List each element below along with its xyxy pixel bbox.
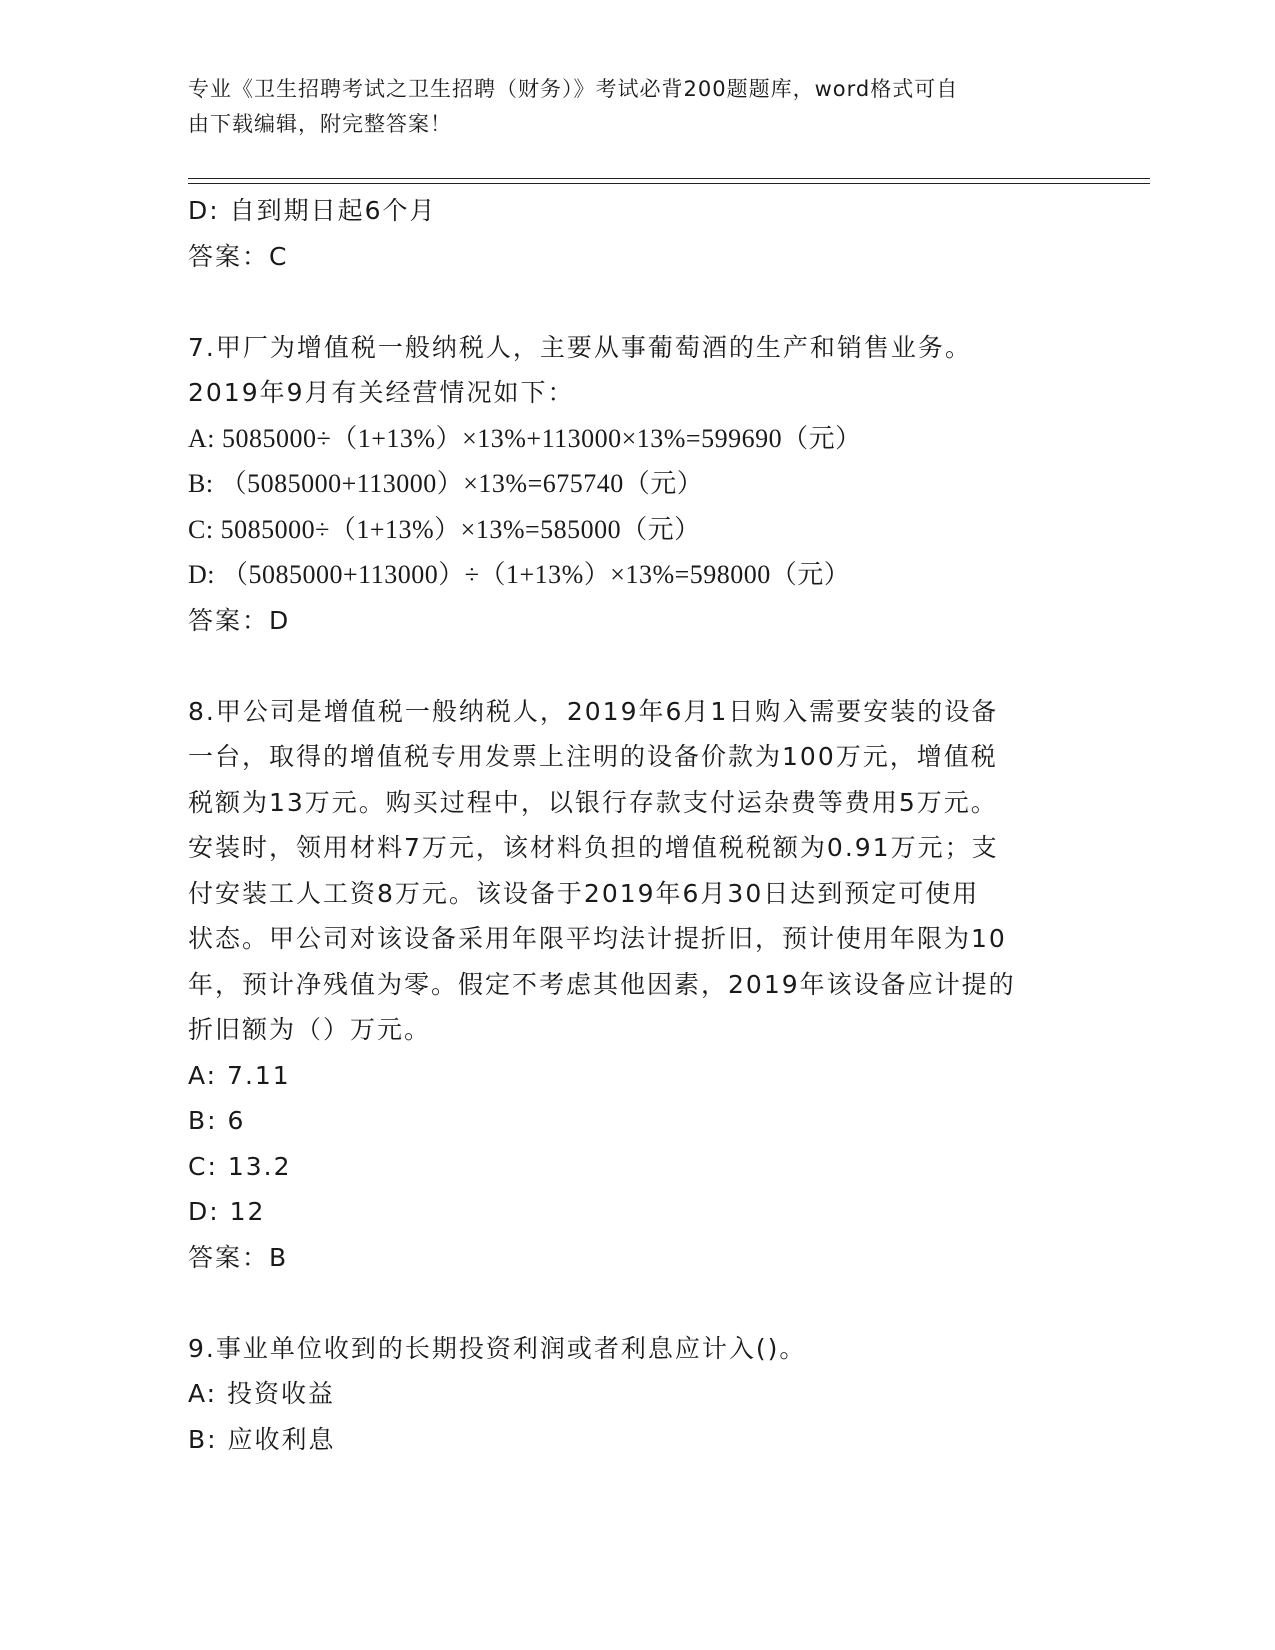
q8-stem-line-6: 状态。甲公司对该设备采用年限平均法计提折旧，预计使用年限为10 (188, 924, 1007, 953)
header-divider-top (188, 178, 1150, 179)
spacer (188, 1280, 1088, 1326)
q8-stem-line-5: 付安装工人工资8万元。该设备于2019年6月30日达到预定可使用 (188, 878, 980, 908)
q8-stem-line-2: 一台，取得的增值税专用发票上注明的设备价款为100万元，增值税 (188, 742, 998, 771)
header-line-1: 专业《卫生招聘考试之卫生招聘（财务）》考试必背200题题库，word格式可自 (188, 77, 959, 101)
spacer (188, 643, 1088, 689)
spacer (188, 279, 1088, 325)
q9-option-a: A: 投资收益 (188, 1379, 336, 1408)
header-divider-bottom (188, 183, 1150, 184)
q9-option-b: B: 应收利息 (188, 1424, 336, 1454)
q7-option-c: C: 5085000÷（1+13%）×13%=585000（元） (188, 514, 701, 544)
q7-answer: 答案：D (188, 605, 291, 635)
q8-answer: 答案：B (188, 1242, 289, 1272)
q6-answer: 答案：C (188, 241, 289, 271)
q8-stem-line-8: 折旧额为（）万元。 (188, 1015, 432, 1044)
q8-stem-line-4: 安装时，领用材料7万元，该材料负担的增值税税额为0.91万元；支 (188, 833, 999, 862)
q7-option-d: D: （5085000+113000）÷（1+13%）×13%=598000（元） (188, 560, 851, 589)
document-header (188, 72, 1068, 142)
q9-stem: 9.事业单位收到的长期投资利润或者利息应计入()。 (188, 1333, 807, 1363)
question-content (188, 188, 1088, 1462)
q8-stem-line-7: 年，预计净残值为零。假定不考虑其他因素，2019年该设备应计提的 (188, 969, 1016, 999)
q8-option-c: C: 13.2 (188, 1151, 292, 1181)
q8-option-a: A: 7.11 (188, 1060, 291, 1090)
q7-option-a: A: 5085000÷（1+13%）×13%+113000×13%=599690（元） (188, 423, 862, 453)
q8-stem-line-3: 税额为13万元。购买过程中，以银行存款支付运杂费等费用5万元。 (188, 787, 998, 817)
q8-option-b: B: 6 (188, 1106, 246, 1135)
q8-stem-line-1: 8.甲公司是增值税一般纳税人，2019年6月1日购入需要安装的设备 (188, 696, 999, 726)
q7-option-b: B: （5085000+113000）×13%=675740（元） (188, 469, 704, 498)
q6-option-d: D: 自到期日起6个月 (188, 196, 437, 225)
q7-stem-line-2: 2019年9月有关经营情况如下： (188, 378, 575, 407)
q8-option-d: D: 12 (188, 1197, 266, 1226)
q7-stem-line-1: 7.甲厂为增值税一般纳税人，主要从事葡萄酒的生产和销售业务。 (188, 332, 972, 362)
header-line-2: 由下载编辑，附完整答案！ (188, 112, 452, 136)
